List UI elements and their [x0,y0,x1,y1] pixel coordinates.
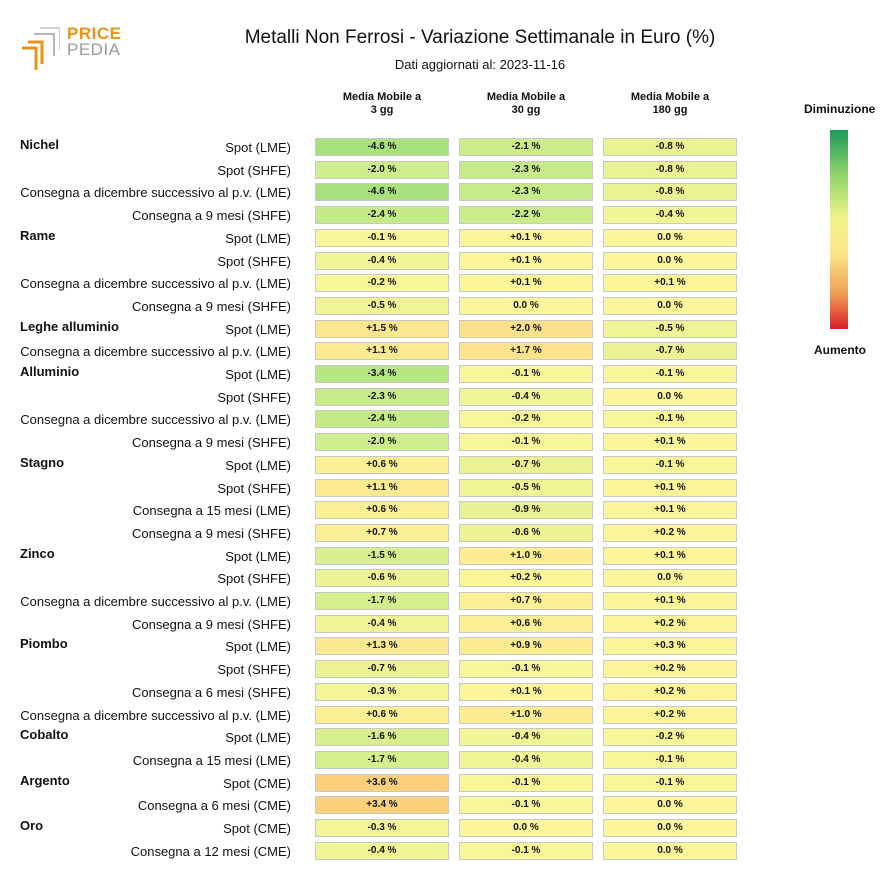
row-label: Consegna a 9 mesi (SHFE) [132,525,291,541]
column-header-1 [315,91,449,117]
heatmap-cell: +0.2 % [603,706,737,724]
group-label: Rame [20,227,56,243]
heatmap-cell: 0.0 % [603,252,737,270]
heatmap-cell: -0.7 % [459,456,593,474]
column-header-line: 30 gg [511,104,541,116]
heatmap-cell: +0.1 % [459,683,593,701]
heatmap-cell: -1.5 % [315,547,449,565]
row-label: Consegna a 9 mesi (SHFE) [132,298,291,314]
column-header-line: 3 gg [370,104,394,116]
row-label: Consegna a 9 mesi (SHFE) [132,616,291,632]
row-label: Spot (LME) [225,730,291,746]
row-label: Consegna a 6 mesi (CME) [137,798,291,814]
heatmap-cell: -0.1 % [315,229,449,247]
heatmap-cell: +0.7 % [315,524,449,542]
heatmap-cell: +0.1 % [603,479,737,497]
row-label: Consegna a dicembre successivo al p.v. (LME) [20,707,291,723]
heatmap-cell: -0.1 % [603,751,737,769]
row-label: Consegna a 15 mesi (LME) [132,752,291,768]
heatmap-cell: +1.3 % [315,637,449,655]
row-label: Spot (SHFE) [217,162,291,178]
row-label: Spot (LME) [225,321,291,337]
heatmap-cell: -0.3 % [315,819,449,837]
column-header-line: Media Mobile a [486,91,566,103]
heatmap-cell: -2.2 % [459,206,593,224]
heatmap-cell: 0.0 % [603,229,737,247]
row-label: Consegna a dicembre successivo al p.v. (LME) [20,412,291,428]
heatmap-cell: -1.7 % [315,751,449,769]
legend-bottom-label: Aumento [814,343,866,357]
heatmap-cell: +0.9 % [459,637,593,655]
heatmap-cell: 0.0 % [603,819,737,837]
legend-top-label: Diminuzione [804,102,876,116]
group-label: Stagno [20,454,65,470]
heatmap-cell: +0.3 % [603,637,737,655]
heatmap-cell: 0.0 % [603,796,737,814]
legend-color-bar [830,130,848,329]
heatmap-cell: -0.2 % [315,274,449,292]
row-label: Consegna a 9 mesi (SHFE) [132,435,291,451]
row-label: Consegna a 15 mesi (LME) [132,503,291,519]
heatmap-cell: 0.0 % [603,297,737,315]
heatmap-cell: +0.6 % [315,501,449,519]
heatmap-cell: -0.8 % [603,161,737,179]
heatmap-cell: +3.4 % [315,796,449,814]
row-label: Consegna a 12 mesi (CME) [130,843,291,859]
column-header-3 [603,91,737,117]
heatmap-cell: -0.2 % [603,728,737,746]
heatmap-cell: -0.4 % [459,751,593,769]
heatmap-cell: +0.1 % [459,252,593,270]
heatmap-cell: -0.4 % [315,615,449,633]
heatmap-cell: -0.1 % [459,774,593,792]
heatmap-cell: -0.9 % [459,501,593,519]
heatmap-cell: -0.3 % [315,683,449,701]
chart-subtitle: Dati aggiornati al: 2023-11-16 [394,57,566,72]
heatmap-cell: -4.6 % [315,138,449,156]
group-label: Oro [20,818,44,833]
heatmap-cell: 0.0 % [459,297,593,315]
group-label: Piombo [20,636,68,652]
heatmap-cell: -0.4 % [603,206,737,224]
group-label: Leghe alluminio [20,318,119,334]
heatmap-cell: -0.4 % [315,842,449,860]
row-label: Spot (LME) [225,367,291,382]
heatmap-cell: +0.7 % [459,592,593,610]
heatmap-cell: -0.8 % [603,138,737,156]
row-label: Spot (LME) [225,639,291,655]
row-label: Consegna a dicembre successivo al p.v. (LME) [20,594,291,609]
chart-title: Metalli Non Ferrosi - Variazione Settimanale in Euro (%) [244,27,716,48]
heatmap-cell: -2.3 % [459,183,593,201]
heatmap-cell: +0.1 % [459,274,593,292]
group-label: Cobalto [20,727,69,743]
heatmap-cell: -0.2 % [459,410,593,428]
heatmap-cell: +0.1 % [603,433,737,451]
row-label: Consegna a 6 mesi (SHFE) [132,684,291,700]
heatmap-cell: -0.4 % [459,388,593,406]
row-label: Consegna a dicembre successivo al p.v. (LME) [20,185,291,201]
heatmap-cell: -3.4 % [315,365,449,383]
heatmap-cell: +0.2 % [603,524,737,542]
heatmap-cell: -2.4 % [315,410,449,428]
heatmap-cell: -2.0 % [315,161,449,179]
row-label: Spot (LME) [225,457,291,473]
row-label: Consegna a dicembre successivo al p.v. (LME) [20,276,291,292]
heatmap-cell: -2.4 % [315,206,449,224]
row-label: Spot (SHFE) [217,480,291,496]
row-label: Spot (LME) [225,230,291,246]
logo-line2: PEDIA [67,40,121,59]
heatmap-cell: +0.1 % [603,274,737,292]
group-label: Alluminio [20,364,80,379]
heatmap-cell: -0.1 % [459,365,593,383]
heatmap-cell: -0.7 % [603,342,737,360]
heatmap-cell: -0.7 % [315,660,449,678]
heatmap-cell: +3.6 % [315,774,449,792]
heatmap-cell: -0.1 % [459,842,593,860]
heatmap-cell: +0.1 % [603,547,737,565]
heatmap-cell: -2.0 % [315,433,449,451]
column-header-line: Media Mobile a [342,91,422,103]
heatmap-cell: 0.0 % [603,388,737,406]
heatmap-cell: +0.1 % [603,592,737,610]
heatmap-cell: -0.4 % [459,728,593,746]
heatmap-cell: +2.0 % [459,320,593,338]
heatmap-cell: +0.2 % [603,615,737,633]
logo-line1: PRICE [67,24,122,43]
row-label: Spot (CME) [223,821,291,836]
heatmap-cell: -2.3 % [315,388,449,406]
heatmap-cell: +0.6 % [315,456,449,474]
heatmap-cell: +0.6 % [315,706,449,724]
heatmap-cell: -4.6 % [315,183,449,201]
heatmap-cell: -0.6 % [315,569,449,587]
row-label: Consegna a dicembre successivo al p.v. (LME) [20,344,291,360]
group-label: Nichel [20,137,60,152]
heatmap-cell: +0.1 % [603,501,737,519]
heatmap-cell: -1.6 % [315,728,449,746]
heatmap-cell: -2.3 % [459,161,593,179]
heatmap-cell: 0.0 % [459,819,593,837]
heatmap-cell: -0.1 % [603,456,737,474]
heatmap-cell: -0.6 % [459,524,593,542]
heatmap-cell: -0.5 % [603,320,737,338]
heatmap-cell: -0.5 % [459,479,593,497]
row-label: Consegna a 9 mesi (SHFE) [132,208,291,224]
heatmap-cell: -1.7 % [315,592,449,610]
heatmap-cell: -0.1 % [459,660,593,678]
heatmap-cell: -0.1 % [603,410,737,428]
heatmap-cell: +0.2 % [459,569,593,587]
heatmap-cell: +0.1 % [459,229,593,247]
row-label: Spot (SHFE) [217,389,291,405]
heatmap-cell: -0.1 % [603,365,737,383]
heatmap-cell: +1.7 % [459,342,593,360]
row-label: Spot (CME) [223,775,291,791]
heatmap-cell: 0.0 % [603,569,737,587]
heatmap-cell: -0.1 % [603,774,737,792]
heatmap-cell: -0.1 % [459,433,593,451]
heatmap-cell: +1.1 % [315,479,449,497]
heatmap-cell: -0.8 % [603,183,737,201]
heatmap-cell: +1.5 % [315,320,449,338]
heatmap-cell: -2.1 % [459,138,593,156]
group-label: Argento [20,772,70,788]
heatmap-cell: -0.5 % [315,297,449,315]
heatmap-cell: +0.2 % [603,660,737,678]
heatmap-cell: +0.2 % [603,683,737,701]
heatmap-cell: 0.0 % [603,842,737,860]
heatmap-cell: +1.0 % [459,706,593,724]
row-label: Spot (LME) [225,548,291,564]
column-header-line: 180 gg [652,104,688,116]
row-label: Spot (SHFE) [217,253,291,269]
row-label: Spot (SHFE) [217,662,291,678]
group-label: Zinco [20,545,55,561]
column-header-line: Media Mobile a [630,91,710,103]
heatmap-cell: -0.4 % [315,252,449,270]
heatmap-cell: +1.0 % [459,547,593,565]
heatmap-cell: -0.1 % [459,796,593,814]
heatmap-cell: +0.6 % [459,615,593,633]
heatmap-cell: +1.1 % [315,342,449,360]
column-header-2 [459,91,593,117]
row-label: Spot (LME) [225,140,291,155]
row-label: Spot (SHFE) [217,571,291,587]
